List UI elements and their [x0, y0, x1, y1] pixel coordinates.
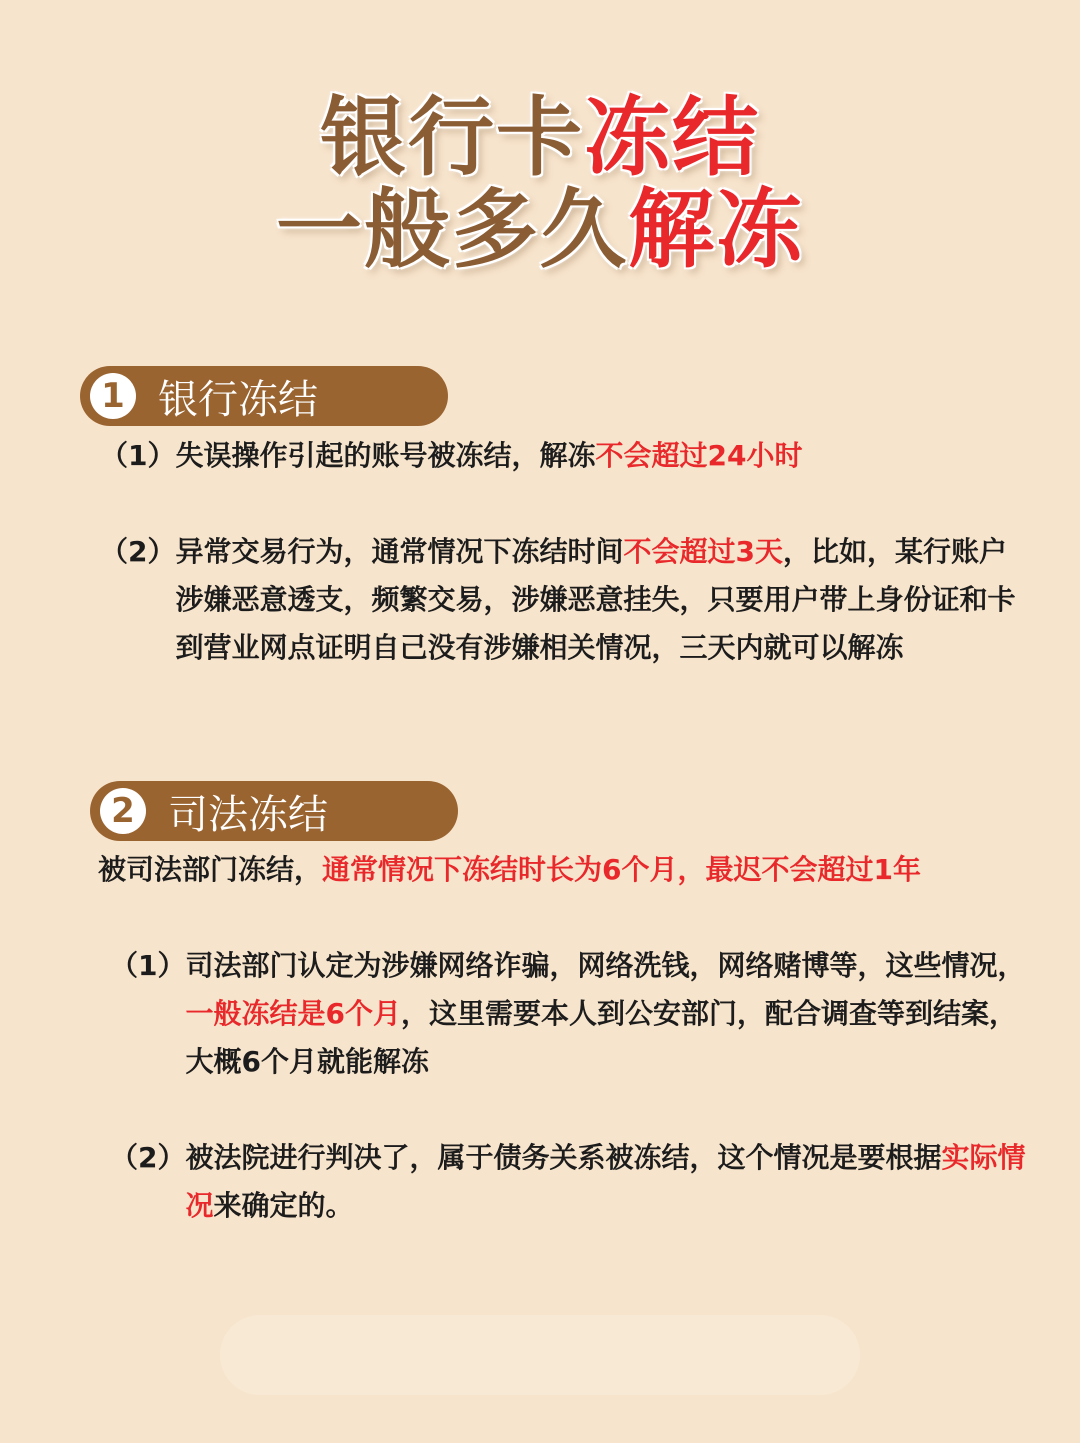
title-line-2-plain: 一般多久 — [276, 180, 628, 280]
section-1-item-2 — [100, 528, 1020, 672]
item-index: （1） — [100, 439, 176, 472]
item-index: （2） — [100, 535, 176, 568]
section-2-item-2 — [110, 1134, 1030, 1230]
item-body — [185, 942, 1030, 1086]
intro-highlight: 通常情况下冻结时长为6个月，最迟不会超过1年 — [322, 853, 921, 886]
item-text-after: 来确定的。 — [213, 1189, 354, 1222]
item-highlight: 实际情况 — [185, 1141, 1026, 1222]
section-2-header — [90, 781, 458, 841]
section-2-heading: 司法冻结 — [168, 791, 328, 838]
title-line-2 — [0, 180, 1080, 280]
section-1-number-badge: 1 — [90, 373, 136, 419]
section-2-number-badge: 2 — [100, 788, 146, 834]
item-text-after: ，这里需要本人到公安部门，配合调查等到结案，大概6个月就能解冻 — [185, 997, 1017, 1078]
item-highlight: 一般冻结是6个月 — [185, 997, 401, 1030]
item-highlight: 不会超过3天 — [623, 535, 783, 568]
item-text: 异常交易行为，通常情况下冻结时间 — [175, 535, 624, 568]
title-line-1 — [0, 88, 1080, 188]
section-1-heading: 银行冻结 — [158, 376, 318, 423]
title-line-2-red: 解冻 — [628, 180, 804, 280]
item-body — [185, 1134, 1030, 1230]
item-text: 失误操作引起的账号被冻结，解冻 — [175, 439, 596, 472]
item-body — [175, 528, 1020, 672]
section-2-item-1 — [110, 942, 1030, 1086]
intro-text: 被司法部门冻结， — [98, 853, 323, 886]
section-1-item-1 — [100, 432, 1000, 480]
section-2-intro — [98, 846, 1058, 894]
section-1-header — [80, 366, 448, 426]
item-index: （1） — [110, 949, 186, 982]
page-title — [0, 88, 1080, 280]
item-highlight: 不会超过24小时 — [595, 439, 803, 472]
bottom-glow-decoration — [220, 1315, 860, 1395]
item-text: 被法院进行判决了，属于债务关系被冻结，这个情况是要根据 — [185, 1141, 942, 1174]
item-index: （2） — [110, 1141, 186, 1174]
item-text-after: ，比如，某行账户涉嫌恶意透支，频繁交易，涉嫌恶意挂失，只要用户带上身份证和卡到营业网点证明自己没有涉嫌相关情况，三天内就可以解冻 — [175, 535, 1016, 664]
item-text: 司法部门认定为涉嫌网络诈骗，网络洗钱，网络赌博等，这些情况， — [185, 949, 1026, 982]
title-line-1-plain: 银行卡 — [320, 88, 584, 188]
title-line-1-red: 冻结 — [584, 88, 760, 188]
